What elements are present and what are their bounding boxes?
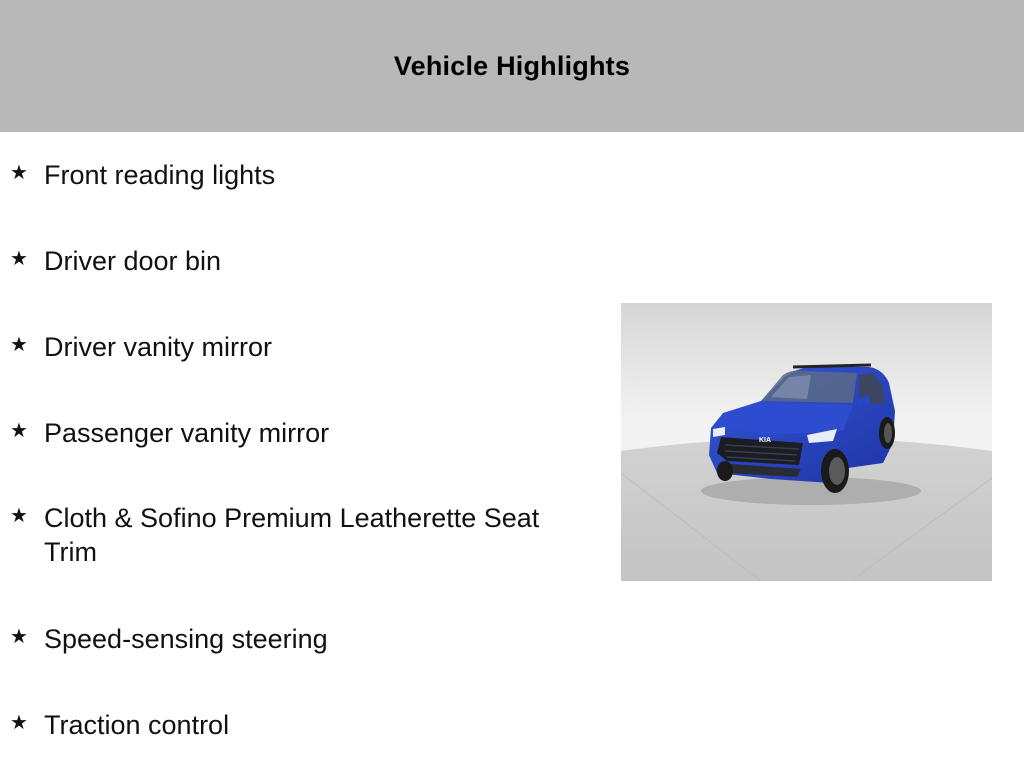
star-icon: ★ [10, 334, 28, 356]
highlight-item [10, 416, 570, 450]
vehicle-photo [621, 303, 992, 581]
star-icon: ★ [10, 162, 28, 184]
star-icon: ★ [10, 505, 28, 527]
highlight-label: Driver door bin [44, 246, 222, 276]
highlight-label: Front reading lights [44, 160, 276, 190]
star-icon: ★ [10, 626, 28, 648]
highlight-label: Cloth & Sofino Premium Leatherette Seat Trim [44, 503, 540, 567]
page-header [0, 0, 1024, 132]
highlight-item [10, 622, 570, 656]
star-icon: ★ [10, 420, 28, 442]
highlight-label: Driver vanity mirror [44, 332, 273, 362]
highlight-label: Traction control [44, 710, 230, 740]
highlight-item [10, 708, 570, 742]
star-icon: ★ [10, 248, 28, 270]
highlight-item [10, 244, 570, 278]
highlight-item [10, 501, 570, 569]
blue-suv-image [621, 303, 992, 581]
page-title: Vehicle Highlights [393, 50, 631, 81]
highlight-item [10, 330, 570, 364]
highlight-label: Passenger vanity mirror [44, 418, 330, 448]
kia-logo: KIA [759, 437, 772, 444]
highlight-item [10, 158, 570, 192]
star-icon: ★ [10, 712, 28, 734]
highlight-label: Speed-sensing steering [44, 624, 328, 654]
